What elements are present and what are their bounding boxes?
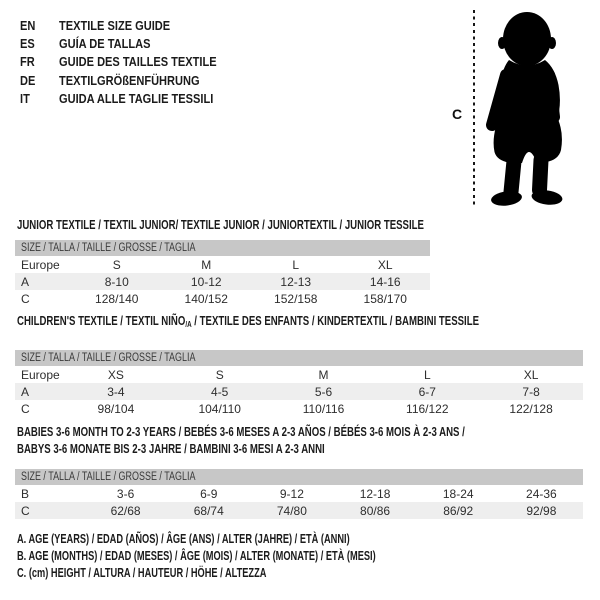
junior-size-table: [15, 240, 430, 307]
size-header-label: SIZE / TALLA / TAILLE / GRÖSSE / TAGLIA: [21, 242, 196, 254]
lang-code-label: ES: [20, 36, 35, 52]
cell: 80/86: [333, 502, 416, 519]
children-title-sub: /A: [185, 319, 192, 329]
row-label: Europe: [21, 367, 60, 382]
measure-legend: [17, 531, 502, 582]
children-title-text: [17, 313, 479, 333]
lang-title-label: TEXTILE SIZE GUIDE: [59, 17, 171, 33]
lang-title-label: GUÍA DE TALLAS: [59, 36, 151, 52]
legend-c-text: C. (cm) HEIGHT / ALTURA / HAUTEUR / HÖHE / ALTEZZA: [17, 566, 267, 580]
cell: 110/116: [302, 401, 345, 416]
lang-row-de: [20, 71, 244, 89]
cell: 62/68: [84, 502, 167, 519]
cell: 104/110: [198, 401, 241, 416]
size-header-bar: [15, 350, 583, 366]
babies-title-line1: BABIES 3-6 MONTH TO 2-3 YEARS / BEBÉS 3-6 MESES A 2-3 AÑOS / BÉBÉS 3-6 MOIS À 2-3 ANS /: [17, 424, 465, 439]
row-label: C: [21, 291, 30, 306]
size-header-bar: [15, 469, 583, 485]
cell: 116/122: [406, 401, 449, 416]
cell: L: [423, 367, 431, 382]
legend-a-text: A. AGE (YEARS) / EDAD (AÑOS) / ÂGE (ANS) / ALTER (JAHRE) / ETÀ (ANNI): [17, 532, 350, 546]
cell: 158/170: [363, 291, 407, 306]
lang-code-label: EN: [20, 17, 36, 33]
cell: 14-16: [341, 273, 431, 290]
cell: 6-7: [375, 383, 479, 400]
children-title-before: CHILDREN'S TEXTILE / TEXTIL NIÑO: [17, 313, 186, 328]
lang-code: [20, 91, 59, 106]
size-header-label: SIZE / TALLA / TAILLE / GRÖSSE / TAGLIA: [21, 352, 196, 364]
cell: 3-4: [64, 383, 168, 400]
table-row-age: [15, 383, 583, 400]
cell: L: [292, 257, 300, 272]
lang-title-label: GUIDE DES TAILLES TEXTILE: [59, 54, 217, 70]
junior-title-text: JUNIOR TEXTILE / TEXTIL JUNIOR/ TEXTILE JUNIOR / JUNIORTEXTIL / JUNIOR TESSILE: [17, 217, 424, 232]
babies-size-table: [15, 469, 583, 519]
cell: 92/98: [500, 502, 583, 519]
row-label: A: [15, 383, 64, 400]
language-title-list: [20, 16, 244, 108]
cell: M: [318, 367, 329, 382]
lang-code-label: DE: [20, 72, 36, 88]
row-label: C: [21, 401, 30, 416]
table-row-height: [15, 290, 430, 307]
cell: 8-10: [72, 273, 162, 290]
lang-row-it: [20, 90, 244, 108]
lang-title-label: GUIDA ALLE TAGLIE TESSILI: [59, 91, 214, 107]
cell: 6-9: [200, 486, 218, 501]
cell: 5-6: [272, 383, 376, 400]
lang-code: [20, 54, 59, 69]
lang-code: [20, 36, 59, 51]
babies-title-line2: BABYS 3-6 MONATE BIS 2-3 JAHRE / BAMBINI 3-6 MESI A 2-3 ANNI: [17, 440, 325, 456]
table-row-height: [15, 502, 583, 519]
table-row-months: [15, 485, 583, 502]
lang-row-fr: [20, 53, 244, 71]
size-header-bar: [15, 240, 430, 256]
cell: S: [215, 367, 224, 382]
children-title-after: / TEXTILE DES ENFANTS / KINDERTEXTIL / BAMBINI TESSILE: [191, 313, 480, 328]
cell: 122/128: [509, 401, 553, 416]
children-table-title: [17, 313, 600, 333]
children-size-table: [15, 350, 583, 417]
cell: 9-12: [279, 486, 304, 501]
cell: 10-12: [162, 273, 252, 290]
row-label: C: [15, 502, 84, 519]
cell: XL: [377, 257, 393, 272]
cell: 74/80: [250, 502, 333, 519]
lang-code-label: IT: [20, 91, 30, 107]
cell: 140/152: [184, 291, 228, 306]
lang-title-label: TEXTILGRÖßENFÜHRUNG: [59, 72, 200, 88]
table-row-height: [15, 400, 583, 417]
row-label: A: [15, 273, 72, 290]
row-label: B: [21, 486, 30, 501]
height-dotted-line: [473, 10, 475, 207]
cell: S: [112, 257, 121, 272]
cell: 7-8: [479, 383, 583, 400]
lang-row-en: [20, 16, 244, 34]
cell: 128/140: [95, 291, 139, 306]
baby-silhouette-image: [479, 11, 577, 207]
legend-b-text: B. AGE (MONTHS) / EDAD (MESES) / ÂGE (MOIS) / ALTER (MONATE) / ETÀ (MESI): [17, 549, 376, 563]
legend-line-b: [17, 548, 502, 565]
babies-table-title: [17, 424, 600, 458]
cell: 12-13: [251, 273, 341, 290]
height-measure-label: C: [452, 106, 463, 122]
cell: XS: [107, 367, 124, 382]
lang-code: [20, 18, 59, 33]
size-header-label: SIZE / TALLA / TAILLE / GRÖSSE / TAGLIA: [21, 471, 196, 483]
row-label: Europe: [21, 257, 60, 272]
table-row-europe: [15, 256, 430, 273]
cell: 68/74: [167, 502, 250, 519]
lang-code-label: FR: [20, 54, 35, 70]
table-row-europe: [15, 366, 583, 383]
cell: 24-36: [526, 486, 557, 501]
cell: 12-18: [359, 486, 391, 501]
cell: XL: [523, 367, 539, 382]
legend-line-a: [17, 531, 502, 548]
cell: M: [201, 257, 212, 272]
table-row-age: [15, 273, 430, 290]
lang-code: [20, 73, 59, 88]
cell: 4-5: [168, 383, 272, 400]
junior-table-title: [17, 217, 567, 234]
cell: 3-6: [116, 486, 135, 501]
lang-row-es: [20, 34, 244, 52]
cell: 86/92: [417, 502, 500, 519]
cell: 98/104: [97, 401, 135, 416]
cell: 18-24: [442, 486, 474, 501]
legend-line-c: [17, 565, 502, 582]
cell: 152/158: [274, 291, 318, 306]
